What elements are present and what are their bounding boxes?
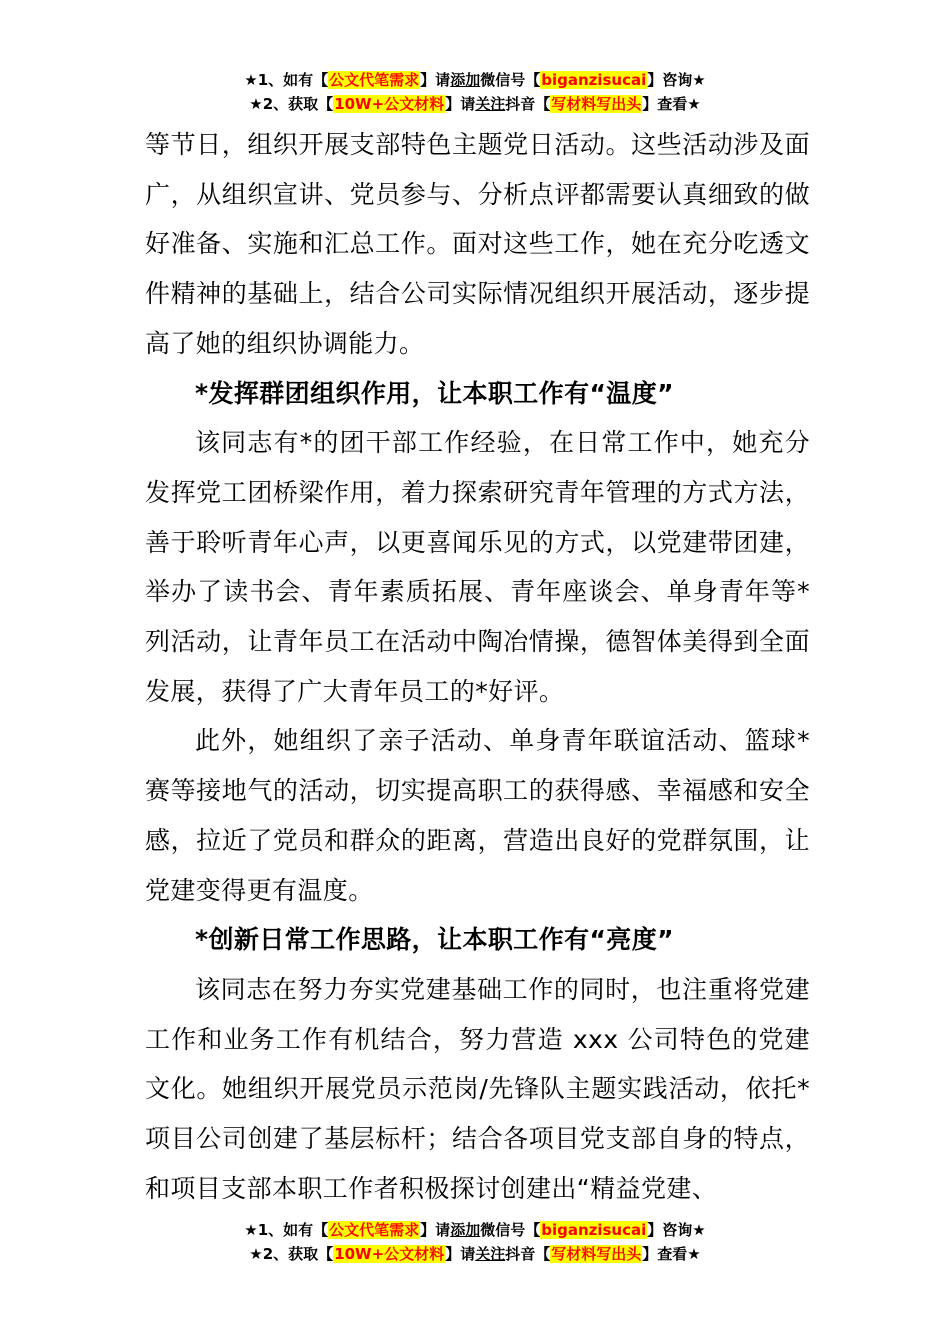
paragraph: 该同志有*的团干部工作经验，在日常工作中，她充分发挥党工团桥梁作用，着力探索研究青年管理的方式方法，善于聆听青年心声，以更喜闻乐见的方式，以党建带团建，举办了读书会、青年素质拓展、青年座谈会、单身青年等*列活动，让青年员工在活动中陶冶情操，德智体美得到全面发展，获得了广大青年员工的*好评。: [145, 428, 810, 706]
promo-line-1: ★1、如有【公文代笔需求】请添加微信号【biganzisucai】咨询★: [244, 71, 706, 89]
promo-highlight: 公文代笔需求: [329, 1221, 420, 1239]
section-heading: *创新日常工作思路，让本职工作有“亮度”: [195, 925, 674, 955]
paragraph: 该同志在努力夯实党建基础工作的同时，也注重将党建工作和业务工作有机结合，努力营造 xxx 公司特色的党建文化。她组织开展党员示范岗/先锋队主题实践活动，依托*项目公司创建了基层标杆；结合各项目党支部自身的特点，和项目支部本职工作者积极探讨创建出“精益党建、: [145, 974, 810, 1203]
promo-highlight: 公文代笔需求: [329, 71, 420, 89]
document-body: [145, 120, 810, 1213]
promo-line-2: ★2、获取【10W+公文材料】请关注抖音【写材料写出头】查看★: [249, 95, 701, 113]
promo-line-1: ★1、如有【公文代笔需求】请添加微信号【biganzisucai】咨询★: [244, 1221, 706, 1239]
promo-wechat-id: biganzisucai: [541, 1221, 647, 1239]
promo-line-2: ★2、获取【10W+公文材料】请关注抖音【写材料写出头】查看★: [249, 1245, 701, 1263]
promo-douyin-id: 写材料写出头: [551, 1245, 642, 1263]
paragraph: 等节日，组织开展支部特色主题党日活动。这些活动涉及面广，从组织宣讲、党员参与、分析点评都需要认真细致的做好准备、实施和汇总工作。面对这些工作，她在充分吃透文件精神的基础上，结合公司实际情况组织开展活动，逐步提高了她的组织协调能力。: [145, 130, 810, 358]
paragraph: 此外，她组织了亲子活动、单身青年联谊活动、篮球*赛等接地气的活动，切实提高职工的获得感、幸福感和安全感，拉近了党员和群众的距离，营造出良好的党群氛围，让党建变得更有温度。: [145, 726, 810, 905]
promo-douyin-id: 写材料写出头: [551, 95, 642, 113]
header-promo-banner: [0, 68, 950, 116]
promo-highlight: 10W+公文材料: [334, 1245, 445, 1263]
promo-highlight: 10W+公文材料: [334, 95, 445, 113]
footer-promo-banner: [0, 1218, 950, 1266]
section-heading: *发挥群团组织作用，让本职工作有“温度”: [195, 378, 674, 408]
promo-wechat-id: biganzisucai: [541, 71, 647, 89]
